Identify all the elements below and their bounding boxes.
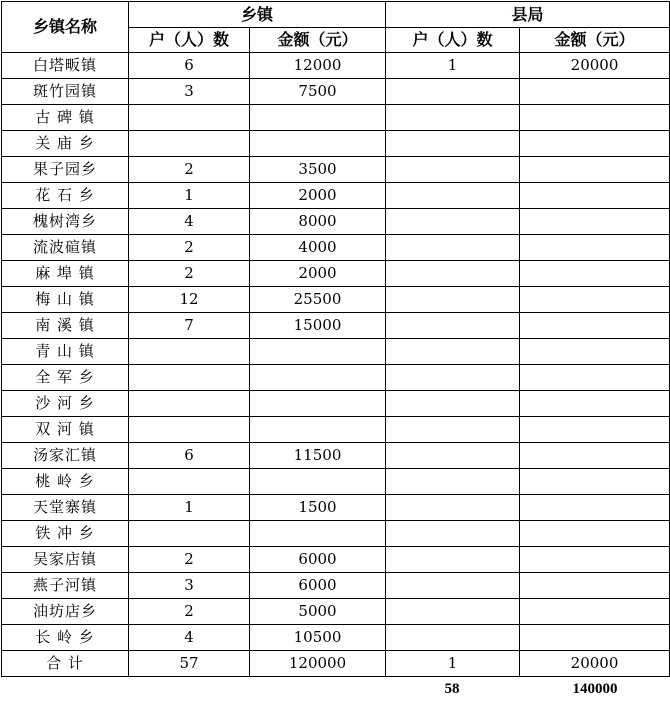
township-count-cell	[129, 105, 250, 131]
table-body	[2, 53, 670, 677]
county-amount-cell	[520, 365, 670, 391]
county-count-cell	[386, 391, 520, 417]
county-amount-cell	[520, 521, 670, 547]
table-row	[2, 339, 670, 365]
county-count-cell	[386, 495, 520, 521]
township-count-cell	[129, 417, 250, 443]
county-count-cell	[386, 235, 520, 261]
township-amount-cell: 15000	[250, 313, 386, 339]
township-count-cell: 1	[129, 183, 250, 209]
township-count-cell: 12	[129, 287, 250, 313]
county-amount-cell	[520, 183, 670, 209]
statistics-table	[1, 1, 670, 677]
township-count-cell	[129, 391, 250, 417]
table-row	[2, 235, 670, 261]
county-count-cell	[386, 469, 520, 495]
township-name-cell: 流波碹镇	[2, 235, 129, 261]
table-row	[2, 131, 670, 157]
township-count-cell: 3	[129, 573, 250, 599]
township-count-header: 户（人）数	[129, 28, 250, 53]
township-amount-cell	[250, 131, 386, 157]
township-amount-cell: 7500	[250, 79, 386, 105]
county-amount-cell	[520, 547, 670, 573]
township-count-cell: 3	[129, 79, 250, 105]
township-amount-header: 金额（元）	[250, 28, 386, 53]
township-name-cell: 天堂寨镇	[2, 495, 129, 521]
township-name-cell: 长 岭 乡	[2, 625, 129, 651]
township-amount-cell: 6000	[250, 547, 386, 573]
township-amount-cell: 25500	[250, 287, 386, 313]
township-name-cell: 麻 埠 镇	[2, 261, 129, 287]
table-row	[2, 209, 670, 235]
township-name-cell: 双 河 镇	[2, 417, 129, 443]
county-amount-cell	[520, 287, 670, 313]
township-amount-cell	[250, 391, 386, 417]
township-name-cell: 果子园乡	[2, 157, 129, 183]
table-row	[2, 443, 670, 469]
township-amount-cell: 6000	[250, 573, 386, 599]
township-name-cell: 白塔畈镇	[2, 53, 129, 79]
county-count-cell: 1	[386, 53, 520, 79]
township-count-cell	[129, 339, 250, 365]
township-amount-cell	[250, 105, 386, 131]
total-row	[2, 651, 670, 677]
county-count-cell: 1	[386, 651, 520, 677]
table-row	[2, 469, 670, 495]
county-count-header: 户（人）数	[386, 28, 520, 53]
township-count-cell: 2	[129, 599, 250, 625]
county-amount-cell	[520, 443, 670, 469]
table-row	[2, 573, 670, 599]
township-name-cell: 油坊店乡	[2, 599, 129, 625]
county-amount-cell	[520, 235, 670, 261]
header-row-top	[2, 2, 670, 28]
township-amount-cell: 3500	[250, 157, 386, 183]
county-amount-cell	[520, 625, 670, 651]
table-row	[2, 391, 670, 417]
grand-total-count: 58	[444, 681, 460, 697]
township-name-cell: 梅 山 镇	[2, 287, 129, 313]
county-count-cell	[386, 157, 520, 183]
township-amount-cell: 8000	[250, 209, 386, 235]
county-count-cell	[386, 521, 520, 547]
township-name-cell: 斑竹园镇	[2, 79, 129, 105]
township-amount-cell	[250, 417, 386, 443]
table-row	[2, 287, 670, 313]
county-count-cell	[386, 365, 520, 391]
township-name-cell: 桃 岭 乡	[2, 469, 129, 495]
table-row	[2, 53, 670, 79]
township-name-cell: 青 山 镇	[2, 339, 129, 365]
county-count-cell	[386, 287, 520, 313]
township-count-cell	[129, 131, 250, 157]
table-header	[2, 2, 670, 53]
county-count-cell	[386, 131, 520, 157]
township-count-cell: 1	[129, 495, 250, 521]
township-count-cell: 7	[129, 313, 250, 339]
county-count-cell	[386, 417, 520, 443]
township-name-cell: 关 庙 乡	[2, 131, 129, 157]
table-row	[2, 313, 670, 339]
township-amount-cell	[250, 521, 386, 547]
table-row	[2, 157, 670, 183]
township-name-cell: 铁 冲 乡	[2, 521, 129, 547]
county-amount-cell	[520, 391, 670, 417]
township-amount-cell	[250, 339, 386, 365]
county-amount-cell	[520, 131, 670, 157]
county-amount-cell	[520, 495, 670, 521]
township-name-cell: 花 石 乡	[2, 183, 129, 209]
table-row	[2, 521, 670, 547]
table-row	[2, 417, 670, 443]
township-name-cell: 吴家店镇	[2, 547, 129, 573]
township-count-cell	[129, 469, 250, 495]
township-count-cell: 2	[129, 547, 250, 573]
township-amount-cell: 1500	[250, 495, 386, 521]
township-name-cell: 燕子河镇	[2, 573, 129, 599]
county-amount-cell: 20000	[520, 53, 670, 79]
county-amount-cell	[520, 79, 670, 105]
county-count-cell	[386, 443, 520, 469]
township-amount-cell: 12000	[250, 53, 386, 79]
county-amount-cell	[520, 313, 670, 339]
county-count-cell	[386, 573, 520, 599]
county-count-cell	[386, 183, 520, 209]
township-amount-cell: 2000	[250, 183, 386, 209]
township-amount-cell	[250, 365, 386, 391]
township-count-cell: 6	[129, 53, 250, 79]
township-name-cell: 古 碑 镇	[2, 105, 129, 131]
county-amount-cell	[520, 469, 670, 495]
township-name-cell: 南 溪 镇	[2, 313, 129, 339]
table-row	[2, 261, 670, 287]
county-count-cell	[386, 599, 520, 625]
township-count-cell: 4	[129, 209, 250, 235]
township-amount-cell: 5000	[250, 599, 386, 625]
county-count-cell	[386, 339, 520, 365]
township-name-cell: 槐树湾乡	[2, 209, 129, 235]
township-count-cell	[129, 521, 250, 547]
township-count-cell: 2	[129, 157, 250, 183]
table-row	[2, 495, 670, 521]
county-group-header: 县局	[386, 2, 670, 28]
township-count-cell	[129, 365, 250, 391]
table-row	[2, 183, 670, 209]
table-row	[2, 625, 670, 651]
county-amount-cell	[520, 157, 670, 183]
township-name-cell: 汤家汇镇	[2, 443, 129, 469]
county-count-cell	[386, 313, 520, 339]
county-count-cell	[386, 79, 520, 105]
county-amount-cell	[520, 339, 670, 365]
county-amount-header: 金额（元）	[520, 28, 670, 53]
county-amount-cell	[520, 209, 670, 235]
township-count-cell: 57	[129, 651, 250, 677]
township-count-cell: 2	[129, 235, 250, 261]
county-count-cell	[386, 547, 520, 573]
township-count-cell: 4	[129, 625, 250, 651]
township-name-cell: 全 军 乡	[2, 365, 129, 391]
table-row	[2, 79, 670, 105]
county-amount-cell	[520, 573, 670, 599]
county-amount-cell	[520, 417, 670, 443]
township-amount-cell: 120000	[250, 651, 386, 677]
table-row	[2, 599, 670, 625]
township-group-header: 乡镇	[129, 2, 386, 28]
county-count-cell	[386, 105, 520, 131]
table-row	[2, 105, 670, 131]
table-row	[2, 365, 670, 391]
township-amount-cell: 4000	[250, 235, 386, 261]
township-count-cell: 2	[129, 261, 250, 287]
county-amount-cell	[520, 261, 670, 287]
township-amount-cell: 10500	[250, 625, 386, 651]
county-amount-cell	[520, 599, 670, 625]
county-amount-cell: 20000	[520, 651, 670, 677]
county-count-cell	[386, 261, 520, 287]
county-amount-cell	[520, 105, 670, 131]
county-count-cell	[386, 625, 520, 651]
township-amount-cell	[250, 469, 386, 495]
township-name-cell: 合 计	[2, 651, 129, 677]
township-count-cell: 6	[129, 443, 250, 469]
township-name-cell: 沙 河 乡	[2, 391, 129, 417]
township-amount-cell: 2000	[250, 261, 386, 287]
table-row	[2, 547, 670, 573]
township-name-header: 乡镇名称	[2, 2, 129, 53]
grand-total-amount: 140000	[572, 681, 618, 697]
county-count-cell	[386, 209, 520, 235]
township-amount-cell: 11500	[250, 443, 386, 469]
